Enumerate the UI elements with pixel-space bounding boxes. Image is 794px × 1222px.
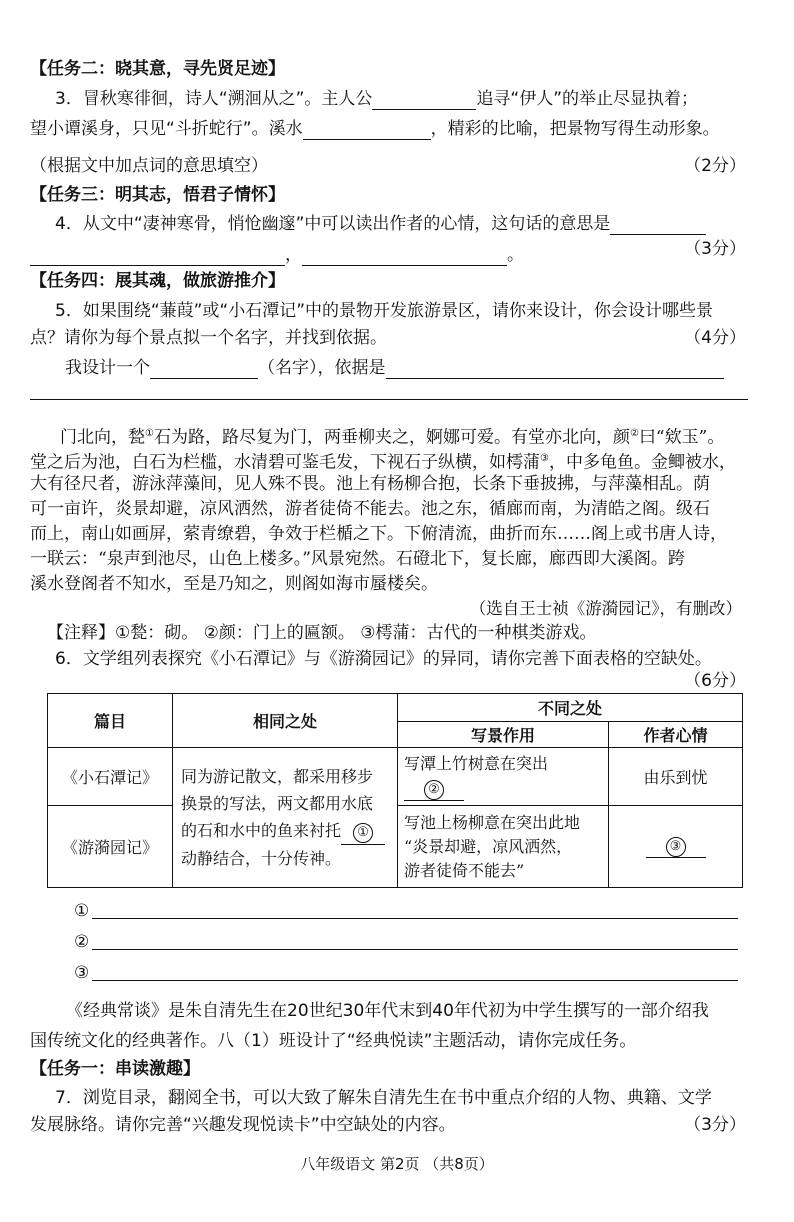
q7-line2: 发展脉络。请你完善“兴趣发现悦读卡”中空缺处的内容。 bbox=[30, 1115, 456, 1135]
row2-effect-line: 写池上杨柳意在突出此地 bbox=[404, 812, 581, 832]
footnote-mark: ① bbox=[145, 428, 154, 439]
q5-line3 bbox=[65, 357, 724, 379]
header-mood: 作者心情 bbox=[609, 722, 743, 748]
blank-mark-3[interactable]: ③ bbox=[666, 837, 686, 857]
q5-score: （4分） bbox=[684, 328, 746, 348]
q3-line2 bbox=[30, 118, 720, 140]
q4-text: 4．从文中“凄神寒骨，悄怆幽邃”中可以读出作者的心情，这句话的意思是 bbox=[55, 214, 611, 234]
task2-heading: 【任务二：晓其意，寻先贤足迹】 bbox=[30, 59, 285, 79]
q4-blank-2[interactable] bbox=[30, 247, 285, 266]
passage-line-4: 可一亩许，炎景却避，凉风洒然，游者徒倚不能去。池之东，循廊而南，为清皓之阁。级石 bbox=[30, 499, 710, 519]
passage-source: （选自王士祯《游漪园记》，有删改） bbox=[469, 599, 742, 618]
header-effect: 写景作用 bbox=[398, 722, 609, 748]
header-title: 篇目 bbox=[48, 694, 173, 748]
q3-blank-2[interactable] bbox=[303, 121, 431, 140]
same-line: 换景的写法，两文都用水底 bbox=[181, 794, 374, 813]
classic-task1-heading: 【任务一：串读激趣】 bbox=[30, 1059, 200, 1079]
q6-score: （6分） bbox=[684, 671, 746, 691]
q3-note: （根据文中加点词的意思填空） bbox=[30, 156, 268, 176]
q5-name-blank[interactable] bbox=[150, 360, 258, 379]
q7-line1: 7．浏览目录，翻阅全书，可以大致了解朱自清先生在书中重点介绍的人物、典籍、文学 bbox=[55, 1088, 712, 1108]
q4-blank-1[interactable] bbox=[610, 216, 706, 235]
footnote-mark: ③ bbox=[540, 453, 549, 464]
row2-effect bbox=[398, 806, 609, 888]
q4-blank-3[interactable] bbox=[302, 247, 507, 266]
q5-text-c1: 我设计一个 bbox=[65, 358, 150, 378]
comparison-table bbox=[47, 693, 743, 888]
q3-text-d: ，精彩的比喻，把景物写得生动形象。 bbox=[430, 119, 720, 139]
same-line: 的石和水中的鱼来衬托 bbox=[181, 821, 342, 840]
answer-label-1: ① bbox=[74, 901, 90, 921]
passage-notes: 【注释】①甃：砌。 ②颜：门上的匾额。 ③樗蒲：古代的一种棋类游戏。 bbox=[47, 623, 597, 643]
header-diff: 不同之处 bbox=[398, 694, 743, 722]
passage-text: 门北向，甃 bbox=[60, 427, 145, 448]
passage-line-3: 大有径尺者，游泳萍藻间，见人殊不畏。池上有杨柳合抱，长条下垂披拂，与萍藻相乱。荫 bbox=[30, 474, 710, 494]
q6-text: 6．文学组列表探究《小石潭记》与《游漪园记》的异同，请你完善下面表格的空缺处。 bbox=[55, 649, 712, 669]
row1-effect bbox=[398, 748, 609, 806]
passage-line-6: 一联云：“泉声到池尽，山色上楼多。”风景宛然。石磴北下，复长廊，廊西即大溪阁。跨 bbox=[30, 549, 685, 569]
passage-text: 堂之后为池，白石为栏槛，水清碧可鉴毛发，下视石子纵横，如樗蒲 bbox=[30, 452, 540, 473]
q4-score: （3分） bbox=[684, 239, 746, 259]
q4-line1 bbox=[55, 213, 706, 235]
page-footer: 八年级语文 第2页 （共8页） bbox=[300, 1155, 494, 1173]
blank-mark-2[interactable]: ② bbox=[424, 780, 444, 800]
classic-intro-2: 国传统文化的经典著作。八（1）班设计了“经典悦读”主题活动，请你完成任务。 bbox=[30, 1031, 637, 1051]
answer-label-3: ③ bbox=[74, 963, 90, 983]
q3-text-a: 3．冒秋寒徘徊，诗人“溯洄从之”。主人公 bbox=[55, 89, 373, 109]
task4-heading: 【任务四：展其魂，做旅游推介】 bbox=[30, 271, 285, 291]
q4-end: 。 bbox=[507, 245, 524, 265]
answer-label-2: ② bbox=[74, 932, 90, 952]
task3-heading: 【任务三：明其志，悟君子情怀】 bbox=[30, 185, 285, 205]
row2-mood bbox=[609, 806, 743, 888]
same-cell bbox=[173, 748, 398, 888]
q5-line1: 5．如果围绕“蒹葭”或“小石潭记”中的景物开发旅游景区，请你来设计，你会设计哪些景 bbox=[55, 301, 714, 321]
passage-text: 石为路，路尽复为门，两垂柳夹之，婀娜可爱。有堂亦北向，颜 bbox=[153, 427, 630, 448]
same-line: 动静结合，十分传神。 bbox=[181, 849, 342, 868]
passage-text: 曰“欸玉”。 bbox=[638, 427, 725, 448]
row2-title: 《游漪园记》 bbox=[48, 806, 173, 888]
q3-score: （2分） bbox=[684, 156, 746, 176]
passage-line-7: 溪水登阁者不知水，至是乃知之，则阁如海市蜃楼矣。 bbox=[30, 574, 438, 594]
header-same: 相同之处 bbox=[173, 694, 398, 748]
same-line: 同为游记散文，都采用移步 bbox=[181, 767, 374, 786]
passage-line-1 bbox=[60, 423, 724, 449]
passage-line-5: 而上，南山如画屏，萦青缭碧，争效于栏楯之下。下俯清流，曲折而东……阁上或书唐人诗， bbox=[30, 524, 727, 544]
q3-text-b: 追寻“伊人”的举止尽显执着； bbox=[476, 89, 699, 109]
answer-line-3[interactable] bbox=[92, 979, 738, 981]
classic-intro-1: 《经典常谈》是朱自清先生在20世纪30年代末到40年代初为中学生撰写的一部介绍我 bbox=[66, 1001, 709, 1021]
q7-score: （3分） bbox=[684, 1115, 746, 1135]
q5-line2: 点？请你为每个景点拟一个名字，并找到依据。 bbox=[30, 328, 387, 348]
q3-blank-1[interactable] bbox=[372, 91, 476, 110]
row1-title: 《小石潭记》 bbox=[48, 748, 173, 806]
row1-effect-text: 写潭上竹树意在突出 bbox=[404, 754, 549, 773]
q4-line2 bbox=[30, 244, 524, 266]
q5-line4 bbox=[30, 378, 748, 400]
q5-text-c2: （名字），依据是 bbox=[258, 358, 386, 378]
footnote-mark: ② bbox=[629, 428, 639, 439]
blank-mark-1[interactable]: ① bbox=[353, 823, 373, 843]
passage-line-2 bbox=[30, 448, 736, 474]
q5-basis-blank-2[interactable] bbox=[30, 381, 748, 400]
q3-text-c: 望小谭溪身，只见“斗折蛇行”。溪水 bbox=[30, 119, 303, 139]
answer-line-2[interactable] bbox=[92, 948, 738, 950]
row1-mood: 由乐到忧 bbox=[609, 748, 743, 806]
passage-text: ，中多龟鱼。金鲫被水， bbox=[548, 452, 736, 473]
row2-effect-line: 游者徒倚不能去” bbox=[404, 860, 525, 880]
answer-line-1[interactable] bbox=[92, 917, 738, 919]
q3-line1 bbox=[55, 88, 698, 110]
row2-effect-line: “炎景却避，凉风洒然， bbox=[404, 836, 573, 856]
q4-comma: ， bbox=[285, 245, 302, 265]
q5-basis-blank[interactable] bbox=[386, 360, 724, 379]
